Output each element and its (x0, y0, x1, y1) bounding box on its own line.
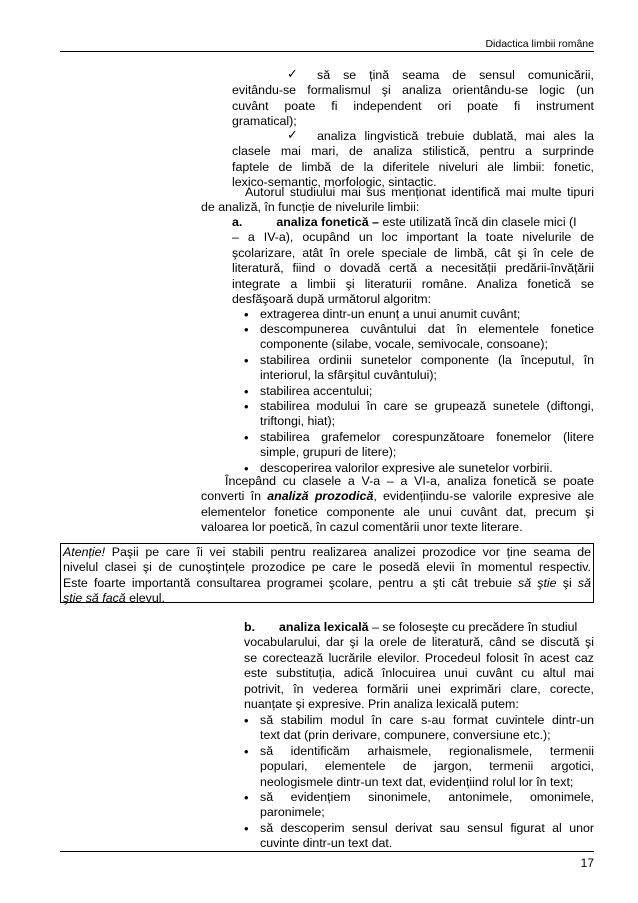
text-line: text dat (prin derivare, compunere, conversiune etc.); (260, 728, 551, 743)
text-line: să stabilim modul în care s-au format cuvintele dintr-un (260, 713, 594, 727)
text-line: descompunerea cuvântului dat în elementele fonetice (260, 322, 594, 336)
bullet-icon: • (244, 821, 249, 836)
text-span: să (577, 575, 591, 590)
text-line: este utilizată încă din clasele mici (I (382, 215, 577, 229)
text-line: faptele de limbă de la diferitele niveluri ale limbii: fonetic, (232, 159, 594, 174)
section-a (232, 215, 594, 307)
text-line: interiorul, la sfârşitul cuvântului); (260, 368, 437, 383)
text-line: descoperirea valorilor expresive ale sunetelor vorbirii. (260, 461, 553, 475)
text-span: ştie să facă (63, 591, 126, 606)
bullet-icon: • (244, 307, 249, 322)
check-item-1 (232, 68, 594, 130)
text-line: literatură, fiind o dovadă certă a necesității predării-învățării (232, 261, 594, 276)
section-a-bullet-5 (260, 399, 594, 430)
text-line: valoarea lor poetică, în cazul comentării unor texte literare. (201, 520, 523, 535)
text-span: , evidențiindu-se valorile expresive ale (373, 489, 594, 504)
section-b-title: analiza lexicală (279, 620, 369, 634)
text-span: să ştie (518, 575, 557, 590)
text-line: să identificăm arhaismele, regionalismele, termenii (260, 744, 594, 758)
text-line (63, 576, 591, 591)
text-line: potrivit, în vederea formării unei exprimări clare, corecte, (244, 681, 594, 696)
text-line: stabilirea ordinii sunetelor componente (la începutul, în (260, 353, 594, 367)
checkmark-icon: ✓ (287, 66, 298, 81)
section-a-marker: a. (232, 215, 243, 229)
bullet-icon: • (244, 353, 249, 368)
text-line (63, 545, 591, 560)
text-span: şi (562, 575, 572, 590)
text-line: stabilirea grafemelor corespunzătoare fonemelor (litere (260, 430, 594, 444)
text-span: Este foarte importantă consultarea programei şcolare, pentru a şti cât trebuie (63, 575, 512, 590)
bullet-icon: • (244, 790, 249, 805)
text-line: paronimele; (260, 805, 325, 820)
text-line: nuanțate şi expresive. Prin analiza lexicală putem: (244, 697, 519, 712)
notice-box (60, 543, 594, 606)
notice-label: Atenție! (63, 545, 106, 559)
section-a-first-line (232, 215, 594, 230)
text-line: este substituția, adică înlocuirea unui cuvânt cu altul mai (244, 666, 594, 681)
text-line: şcolarizare, atât în orele speciale de limbă, cât şi în cele de (232, 245, 594, 260)
section-a-bullet-4 (260, 384, 594, 399)
text-line: extragerea dintr-un enunț a unui anumit cuvânt; (260, 307, 521, 321)
text-line: simple, grupuri de litere); (260, 445, 397, 460)
text-line: vocabularului, dar şi la orele de literatură, când se discută şi (244, 635, 594, 650)
text-line: elementelor fonetice componente ale unui cuvânt dat, precum şi (201, 504, 594, 519)
text-line: clasele mai mari, de analiza stilistică, pentru a surprinde (232, 144, 594, 159)
section-a-bullet-1 (260, 307, 594, 322)
text-line: stabilirea accentului; (260, 384, 373, 398)
section-a-bullet-6 (260, 430, 594, 461)
text-line: triftongi, hiat); (260, 414, 336, 429)
footer-rule (60, 851, 594, 852)
text-line: componente (silabe, vocale, semivocale, consoane); (260, 337, 548, 352)
text-line: desfăşoară după următorul algoritm: (232, 292, 432, 307)
text-line: de analiză, în funcție de nivelurile limbii: (201, 200, 420, 215)
header-title: Didactica limbii române (485, 38, 594, 50)
text-line: lexico-semantic, morfologic, sintactic. (232, 175, 437, 190)
text-line: se corectează lucrările elevilor. Procedeul folosit în acest caz (244, 650, 594, 665)
text-line: nivelul clasei şi de cunoştințele prozodice pe care le posedă elevii în momentul respectiv. (63, 560, 591, 575)
section-b-first-line (244, 620, 594, 635)
bullet-icon: • (244, 384, 249, 399)
check-item-2 (232, 129, 594, 191)
text-line: Autorul studiului mai sus menționat identifică mai multe tipuri (245, 185, 594, 199)
page-number: 17 (580, 856, 594, 870)
text-line: integrate a limbii şi literaturii române. Analiza fonetică se (232, 276, 594, 291)
text-line: să evidențiem sinonimele, antonimele, omonimele, (260, 790, 594, 804)
text-line (201, 489, 594, 504)
intro-paragraph (201, 185, 594, 216)
section-b-marker: b. (244, 620, 256, 634)
section-a-bullet-2 (260, 322, 594, 353)
section-b (244, 620, 594, 712)
text-line: gramatical); (232, 114, 297, 129)
text-line (63, 591, 591, 606)
text-line: să se țină seama de sensul comunicării, (317, 68, 594, 82)
section-a-bullet-3 (260, 353, 594, 384)
bullet-icon: • (244, 744, 249, 759)
text-line: stabilirea modului în care se grupează sunetele (diftongi, (260, 399, 594, 413)
text-span: Paşii pe care îi vei stabili pentru realizarea analizei prozodice vor ține seama de (111, 545, 591, 559)
text-line: evitându-se formalismul şi analiza orientându-se logic (un (232, 83, 594, 98)
bullet-icon: • (244, 430, 249, 445)
checkmark-icon: ✓ (287, 127, 298, 142)
prosodic-term: analiză prozodică (267, 489, 374, 504)
text-line: – se foloseşte cu precădere în studiul (372, 620, 578, 634)
text-line: populari, elementele de jargon, termenii argotici, (260, 759, 594, 774)
bullet-icon: • (244, 713, 249, 728)
text-line: cuvinte dintr-un text dat. (260, 836, 393, 851)
prosodic-paragraph (201, 474, 594, 536)
bullet-icon: • (244, 322, 249, 337)
section-b-bullet-1 (260, 713, 594, 744)
text-line: – a IV-a), ocupând un loc important la toate nivelurile de (232, 230, 594, 245)
section-a-title: analiza fonetică – (276, 215, 379, 229)
header-rule (60, 51, 594, 52)
text-span: converti în (201, 489, 261, 504)
bullet-icon: • (244, 461, 249, 476)
text-line: Începând cu clasele a V-a – a VI-a, analiza fonetică se poate (225, 474, 594, 488)
section-b-bullet-2 (260, 744, 594, 790)
text-line: cuvânt poate fi independent ori poate fi instrument (232, 98, 594, 113)
text-line: să descoperim sensul derivat sau sensul figurat al unor (260, 821, 594, 835)
text-span: elevul. (129, 591, 165, 606)
text-line: analiza lingvistică trebuie dublată, mai ales la (317, 129, 594, 143)
section-b-bullet-3 (260, 790, 594, 821)
section-b-bullet-4 (260, 821, 594, 852)
bullet-icon: • (244, 399, 249, 414)
text-line: neologismele dintr-un text dat, evidențiind rolul lor în text; (260, 774, 574, 789)
